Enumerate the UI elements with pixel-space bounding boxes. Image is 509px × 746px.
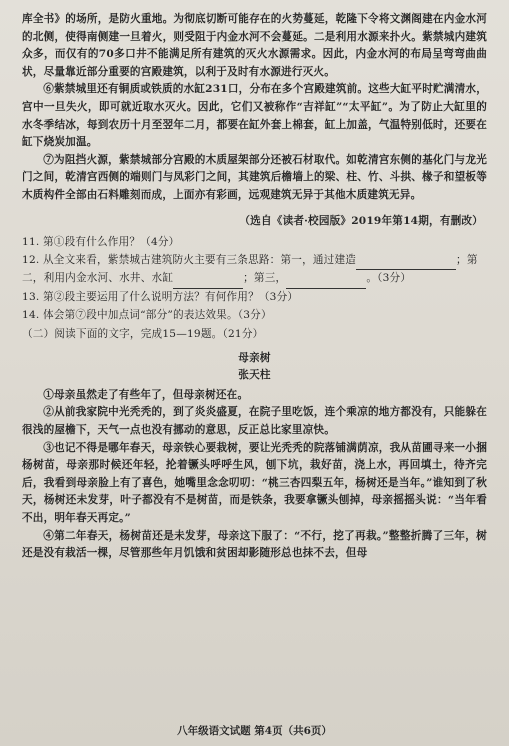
story-paragraph-2: ②从前我家院中光秃秃的，到了炎炎盛夏，在院子里吃饭，连个乘凉的地方都没有，只能躲在很浅的屋檐下，天气一点也没有挪动的意思，反正总比家里凉快。	[22, 406, 487, 437]
story-author: 张天柱	[238, 369, 271, 382]
passage-paragraph-7: ⑦为阻挡火源，紫禁城部分宫殿的木质屋架部分还被石材取代。如乾清宫东侧的基化门与龙光门之间，乾清宫西侧的端则门与凤彩门之间，其建筑后檐墙上的梁、柱、竹、斗拱、椽子和望板等木质构件全部由石料雕刻而成，上面亦有彩画，远观建筑无异于其他木质建筑无异。	[22, 153, 487, 201]
question-12	[22, 252, 487, 289]
answer-blank-3[interactable]	[286, 270, 366, 289]
page-content	[22, 11, 487, 563]
story-title: 母亲树	[238, 351, 271, 364]
question-14: 14. 体会第⑦段中加点词“部分”的表达效果。（3分）	[22, 308, 272, 321]
answer-blank-2[interactable]	[173, 270, 243, 289]
question-11: 11. 第①段有什么作用？（4分）	[22, 236, 180, 249]
question-12-part-d: 。（3分）	[366, 272, 412, 285]
question-12-part-a: 12. 从全文来看，紫禁城古建筑防火主要有三条思路：第一，通过建造	[22, 253, 357, 266]
passage-paragraph-6: ⑥紫禁城里还有铜质或铁质的水缸231口，分布在多个宫殿建筑前。这些大缸平时贮满清水，宫中一旦失火，即可就近取水灭火。因此，它们又被称作“吉祥缸”“太平缸”。为了防止大缸里的水冬季结冰，每到农历十月至翌年二月，都要在缸外套上棉套，缸上加盖，气温特别低时，还要在缸下烧炭加温。	[22, 83, 487, 149]
passage-paragraph-continued: 库全书》的场所，是防火重地。为彻底切断可能存在的火势蔓延，乾隆下令将文渊阁建在内金水河的北侧，使得南侧建一旦着火，则受阻于内金水河不会蔓延。二是利用水源来扑火。紫禁城内建筑众多，而仅有的70多口井不能满足所有建筑的灭火水源需求。因此，内金水河的布局呈弯弯曲曲状，尽量靠近部分重要的宫殿建筑，以利于及时有水源进行灭火。	[22, 13, 487, 78]
story-paragraph-4: ④第二年春天，杨树苗还是未发芽，母亲这下服了：“不行，挖了再栽。”整整折腾了三年，树还是没有栽活一棵，尽管那些年月饥饿和贫困却影随形总也抹不去，但母	[22, 529, 487, 560]
passage-source: （选自《读者·校园版》2019年第14期，有删改）	[239, 214, 483, 227]
story-paragraph-1: ①母亲虽然走了有些年了，但母亲树还在。	[43, 388, 249, 401]
question-12-part-c: ；第三，	[243, 272, 287, 285]
question-13: 13. 第②段主要运用了什么说明方法？有何作用？（3分）	[22, 290, 299, 303]
section-2-heading: （二）阅读下面的文字，完成15—19题。（21分）	[22, 328, 264, 341]
story-paragraph-3: ③也记不得是哪年春天，母亲铁心要栽树，要让光秃秃的院落铺满荫凉，我从苗圃寻来一小捆杨树苗，母亲那时候还年轻，抡着镢头呼呼生风，刨下坑，栽好苗，浇上水，再回填土，待齐完后，我看到母亲脸上有了喜色，她嘴里念念叨叨：“桃三杏四梨五年，杨树还是当年。”谁知到了秋天，杨树还未发芽，叶子都没有不是树苗，而是铁条，我要拿镢头刨掉，母亲摇摇头说：“当年看不出，明年春天再定。”	[22, 441, 487, 525]
answer-blank-1[interactable]	[356, 252, 456, 271]
page-footer: 八年级语文试题 第4页（共6页）	[177, 725, 332, 737]
question-12-part-b: ；第二，利用内金水河、水井、水缸	[22, 253, 478, 285]
